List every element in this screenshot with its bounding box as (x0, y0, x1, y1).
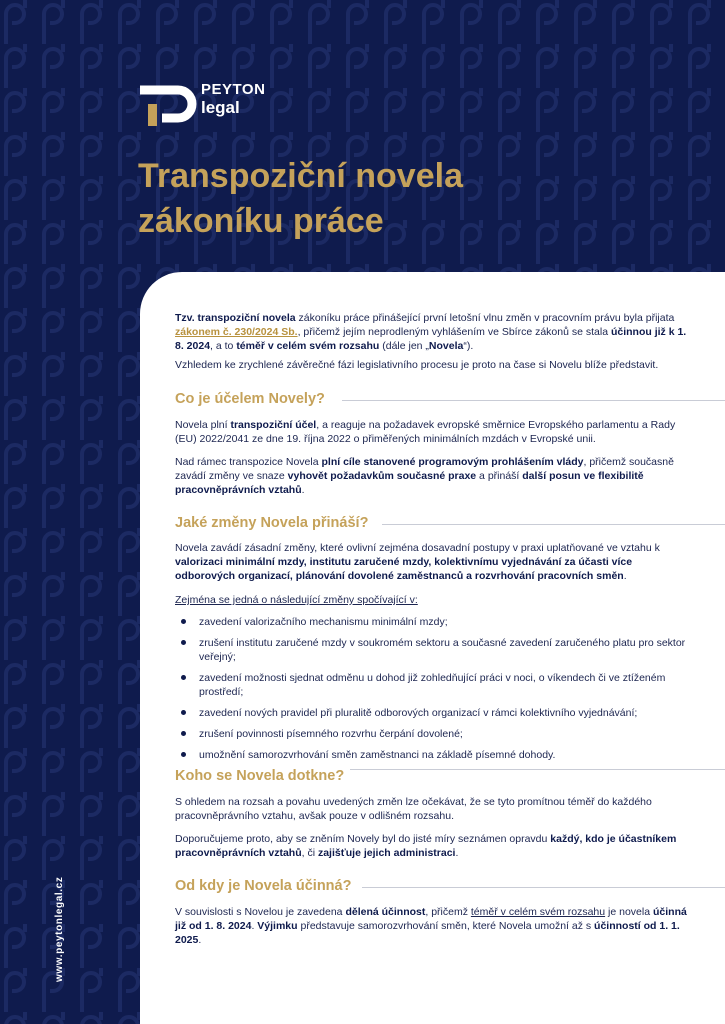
list-item: zrušení povinnosti písemného rozvrhu čerpání dovolené; (175, 727, 695, 741)
page-title (138, 154, 463, 244)
intro-paragraph-1: Tzv. transpoziční novela zákoníku práce přinášející první letošní vlnu změn v pracovním právu byla přijata zákonem č. 230/2024 Sb., přičemž jejím neprodleným vyhlášením ve Sbírce zákonů se stala účinnou již k 1. 8. 2024, a to téměř v celém svém rozsahu (dále jen „Novela“). (175, 312, 687, 352)
law-link[interactable]: zákonem č. 230/2024 Sb. (175, 326, 298, 338)
brand-subname: legal (201, 98, 240, 117)
website-link[interactable]: www.peytonlegal.cz (54, 876, 65, 982)
list-item: zavedení valorizačního mechanismu minimální mzdy; (175, 615, 695, 629)
title-line-1: Transpoziční novela (138, 157, 463, 195)
list-item: umožnění samorozvrhování směn zaměstnanci na základě písemné dohody. (175, 748, 695, 762)
divider (362, 887, 725, 888)
purpose-paragraph-1: Novela plní transpoziční účel, a reaguje na požadavek evropské směrnice Evropského parlamentu a Rady (EU) 2022/2041 ze dne 19. října 2022 o přiměřených minimálních mzdách v Evropské unii. (175, 419, 676, 445)
list-item: zavedení možnosti sjednat odměnu u dohod již zohledňující práci v noci, o víkendech či ve ztíženém prostředí; (175, 671, 695, 699)
title-line-2: zákoníku práce (138, 202, 384, 240)
divider (342, 400, 725, 401)
section-heading-changes: Jaké změny Novela přináší? (175, 515, 369, 531)
intro-paragraph-2: Vzhledem ke zrychlené závěrečné fázi legislativního procesu je proto na čase si Novelu blíže představit. (175, 359, 659, 371)
section-heading-who: Koho se Novela dotkne? (175, 768, 345, 784)
brand-name: PEYTON (201, 81, 266, 98)
who-paragraph-1: S ohledem na rozsah a povahu uvedených změn lze očekávat, že se tyto promítnou téměř do každého pracovněprávního vztahu, avšak pouze v odlišném rozsahu. (175, 796, 652, 822)
list-item: zrušení institutu zaručené mzdy v soukromém sektoru a současné zavedení zaručeného platu pro sektor veřejný; (175, 636, 695, 664)
divider (382, 524, 725, 525)
when-paragraph: V souvislosti s Novelou je zavedena dělená účinnost, přičemž téměř v celém svém rozsahu je novela účinná již od 1. 8. 2024. Výjimku představuje samorozvrhování směn, které Novela umožní až s účinností od 1. 1. 2025. (175, 906, 687, 946)
section-heading-when: Od kdy je Novela účinná? (175, 878, 352, 894)
changes-list-intro: Zejména se jedná o následující změny spočívající v: (175, 594, 418, 606)
divider (350, 769, 725, 770)
changes-list (175, 615, 695, 769)
list-item: zavedení nových pravidel při pluralitě odborových organizací v rámci kolektivního vyjednávání; (175, 706, 695, 720)
section-heading-purpose: Co je účelem Novely? (175, 391, 325, 407)
who-paragraph-2: Doporučujeme proto, aby se zněním Novely byl do jisté míry seznámen opravdu každý, kdo je účastníkem pracovněprávních vztahů, či zajišťuje jejich administraci. (175, 833, 677, 859)
purpose-paragraph-2: Nad rámec transpozice Novela plní cíle stanovené programovým prohlášením vlády, přičemž současně zavádí změny ve snaze vyhovět požadavkům současné praxe a přináší další posun ve flexibilitě pracovněprávních vztahů. (175, 456, 674, 496)
changes-paragraph: Novela zavádí zásadní změny, které ovlivní zejména dosavadní postupy v praxi uplatňované ve vztahu k valorizaci minimální mzdy, institutu zaručené mzdy, kolektivnímu vyjednávání za účasti více odborových organizací, plánování dovolené zaměstnanců a rozvrhování pracovních směn. (175, 542, 660, 582)
